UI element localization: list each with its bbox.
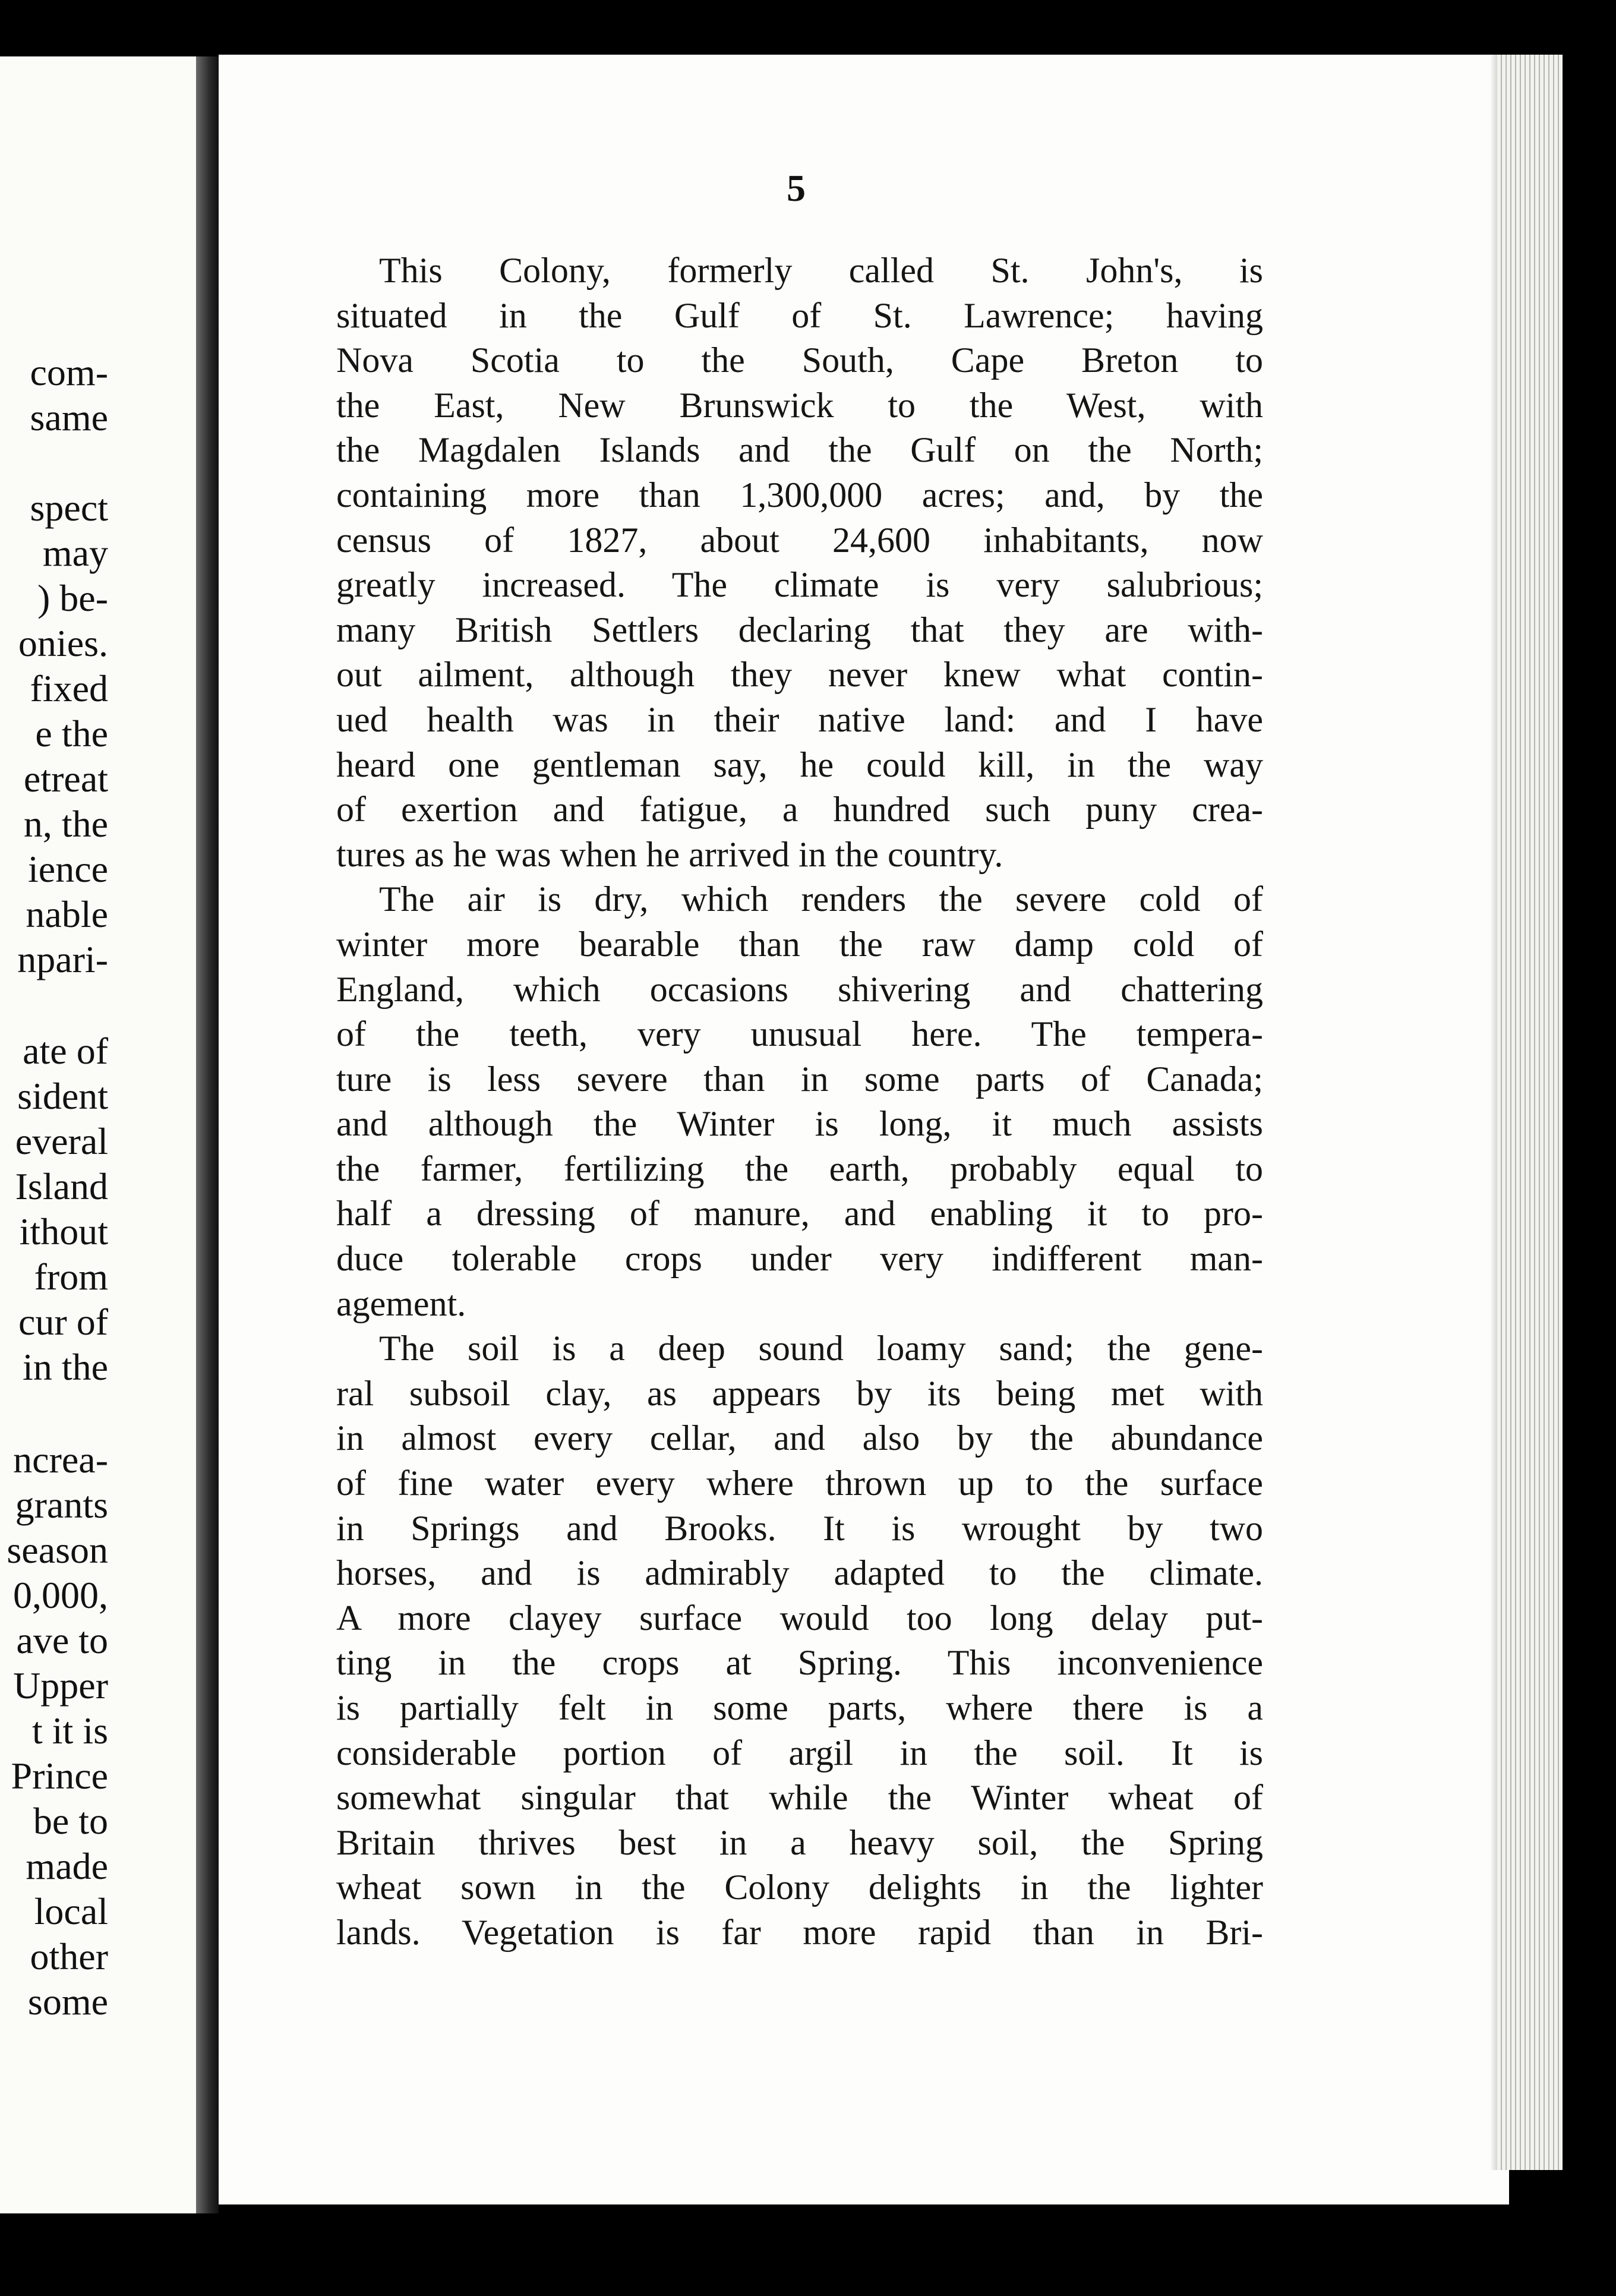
left-page-fragment: other (30, 1935, 108, 1978)
text-line: A more clayey surface would too long delay put- (336, 1598, 1263, 1638)
text-line: wheat sown in the Colony delights in the lighter (336, 1868, 1263, 1907)
left-page-fragment: t it is (31, 1710, 108, 1752)
left-page-fragment: season (7, 1529, 108, 1571)
left-page-fragment: Island (15, 1165, 108, 1207)
text-line: Britain thrives best in a heavy soil, the Spring (336, 1822, 1263, 1862)
text-line: many British Settlers declaring that they are with- (336, 610, 1263, 649)
text-line: out ailment, although they never knew what contin- (336, 655, 1263, 695)
text-line: situated in the Gulf of St. Lawrence; having (336, 295, 1263, 335)
page-number: 5 (787, 167, 806, 209)
text-line: agement. (336, 1283, 466, 1323)
left-page-fragment: may (42, 532, 108, 574)
text-line: ral subsoil clay, as appears by its being met with (336, 1373, 1263, 1413)
left-page-fragment: some (27, 1980, 108, 2023)
text-line: The soil is a deep sound loamy sand; the gene- (379, 1329, 1263, 1368)
left-page-fragment: be to (33, 1800, 108, 1842)
text-line: duce tolerable crops under very indifferent man- (336, 1239, 1263, 1279)
left-page-fragment: npari- (17, 938, 108, 980)
left-page-fragment: grants (15, 1484, 108, 1526)
text-line: is partially felt in some parts, where there is a (336, 1688, 1263, 1727)
left-page-fragment: same (30, 396, 108, 439)
text-line: somewhat singular that while the Winter wheat of (336, 1778, 1263, 1818)
text-line: of fine water every where thrown up to the surface (336, 1464, 1263, 1503)
left-page-fragment: fixed (30, 667, 108, 709)
text-line: the East, New Brunswick to the West, with (336, 385, 1263, 425)
left-page-fragment: etreat (23, 758, 108, 800)
book-gutter (196, 56, 219, 2213)
text-line: tures as he was when he arrived in the country. (336, 834, 1003, 874)
left-page-fragment: ithout (19, 1210, 108, 1253)
text-line: England, which occasions shivering and chattering (336, 969, 1263, 1009)
left-page-fragment: onies. (18, 622, 108, 664)
left-page-fragment: com- (30, 351, 108, 393)
left-page-fragment: ience (28, 848, 108, 890)
text-line: ued health was in their native land: and I have (336, 699, 1263, 739)
left-page-fragment: ncrea- (13, 1439, 108, 1481)
text-line: heard one gentleman say, he could kill, in the way (336, 745, 1263, 784)
text-line: in almost every cellar, and also by the abundance (336, 1418, 1263, 1458)
text-line: of exertion and fatigue, a hundred such puny crea- (336, 790, 1263, 830)
page-edges (1497, 55, 1563, 2170)
left-page-fragment: ate of (23, 1030, 108, 1072)
left-page-fragment: 0,000, (13, 1574, 108, 1616)
text-line: the Magdalen Islands and the Gulf on the North; (336, 430, 1263, 470)
left-page-fragment: Upper (13, 1664, 108, 1707)
left-page-fragment: spect (30, 487, 108, 529)
text-line: lands. Vegetation is far more rapid than in Bri- (336, 1912, 1263, 1952)
left-page-fragment: everal (15, 1120, 108, 1162)
left-page-fragment: e the (35, 712, 108, 755)
left-page-fragment: made (26, 1845, 108, 1887)
left-page-fragment: n, the (23, 803, 108, 845)
text-line: greatly increased. The climate is very salubrious; (336, 565, 1263, 605)
previous-page (0, 56, 196, 2213)
text-line: census of 1827, about 24,600 inhabitants, now (336, 520, 1263, 560)
left-page-fragment: Prince (11, 1755, 108, 1797)
text-line: the farmer, fertilizing the earth, probably equal to (336, 1149, 1263, 1188)
text-line: of the teeth, very unusual here. The tempera- (336, 1014, 1263, 1054)
left-page-fragment: ) be- (37, 577, 108, 619)
left-page-fragment: local (34, 1890, 108, 1932)
left-page-fragment: in the (23, 1346, 108, 1388)
text-line: Nova Scotia to the South, Cape Breton to (336, 340, 1263, 380)
text-line: horses, and is admirably adapted to the climate. (336, 1553, 1263, 1593)
text-line: This Colony, formerly called St. John's, is (379, 251, 1263, 290)
left-page-fragment: sident (17, 1075, 108, 1117)
left-page-fragment: nable (26, 893, 108, 935)
text-line: and although the Winter is long, it much assists (336, 1104, 1263, 1144)
body-text (336, 248, 1263, 1956)
text-line: winter more bearable than the raw damp cold of (336, 924, 1263, 964)
text-line: in Springs and Brooks. It is wrought by two (336, 1508, 1263, 1548)
text-line: The air is dry, which renders the severe cold of (379, 879, 1263, 919)
text-line: ture is less severe than in some parts of Canada; (336, 1059, 1263, 1099)
text-line: ting in the crops at Spring. This inconvenience (336, 1643, 1263, 1683)
text-line: containing more than 1,300,000 acres; and, by the (336, 475, 1263, 515)
text-line: half a dressing of manure, and enabling it to pro- (336, 1194, 1263, 1234)
left-page-fragment: from (34, 1256, 108, 1298)
left-page-fragment: ave to (16, 1619, 108, 1661)
text-line: considerable portion of argil in the soil. It is (336, 1733, 1263, 1773)
left-page-fragment: cur of (18, 1301, 108, 1343)
